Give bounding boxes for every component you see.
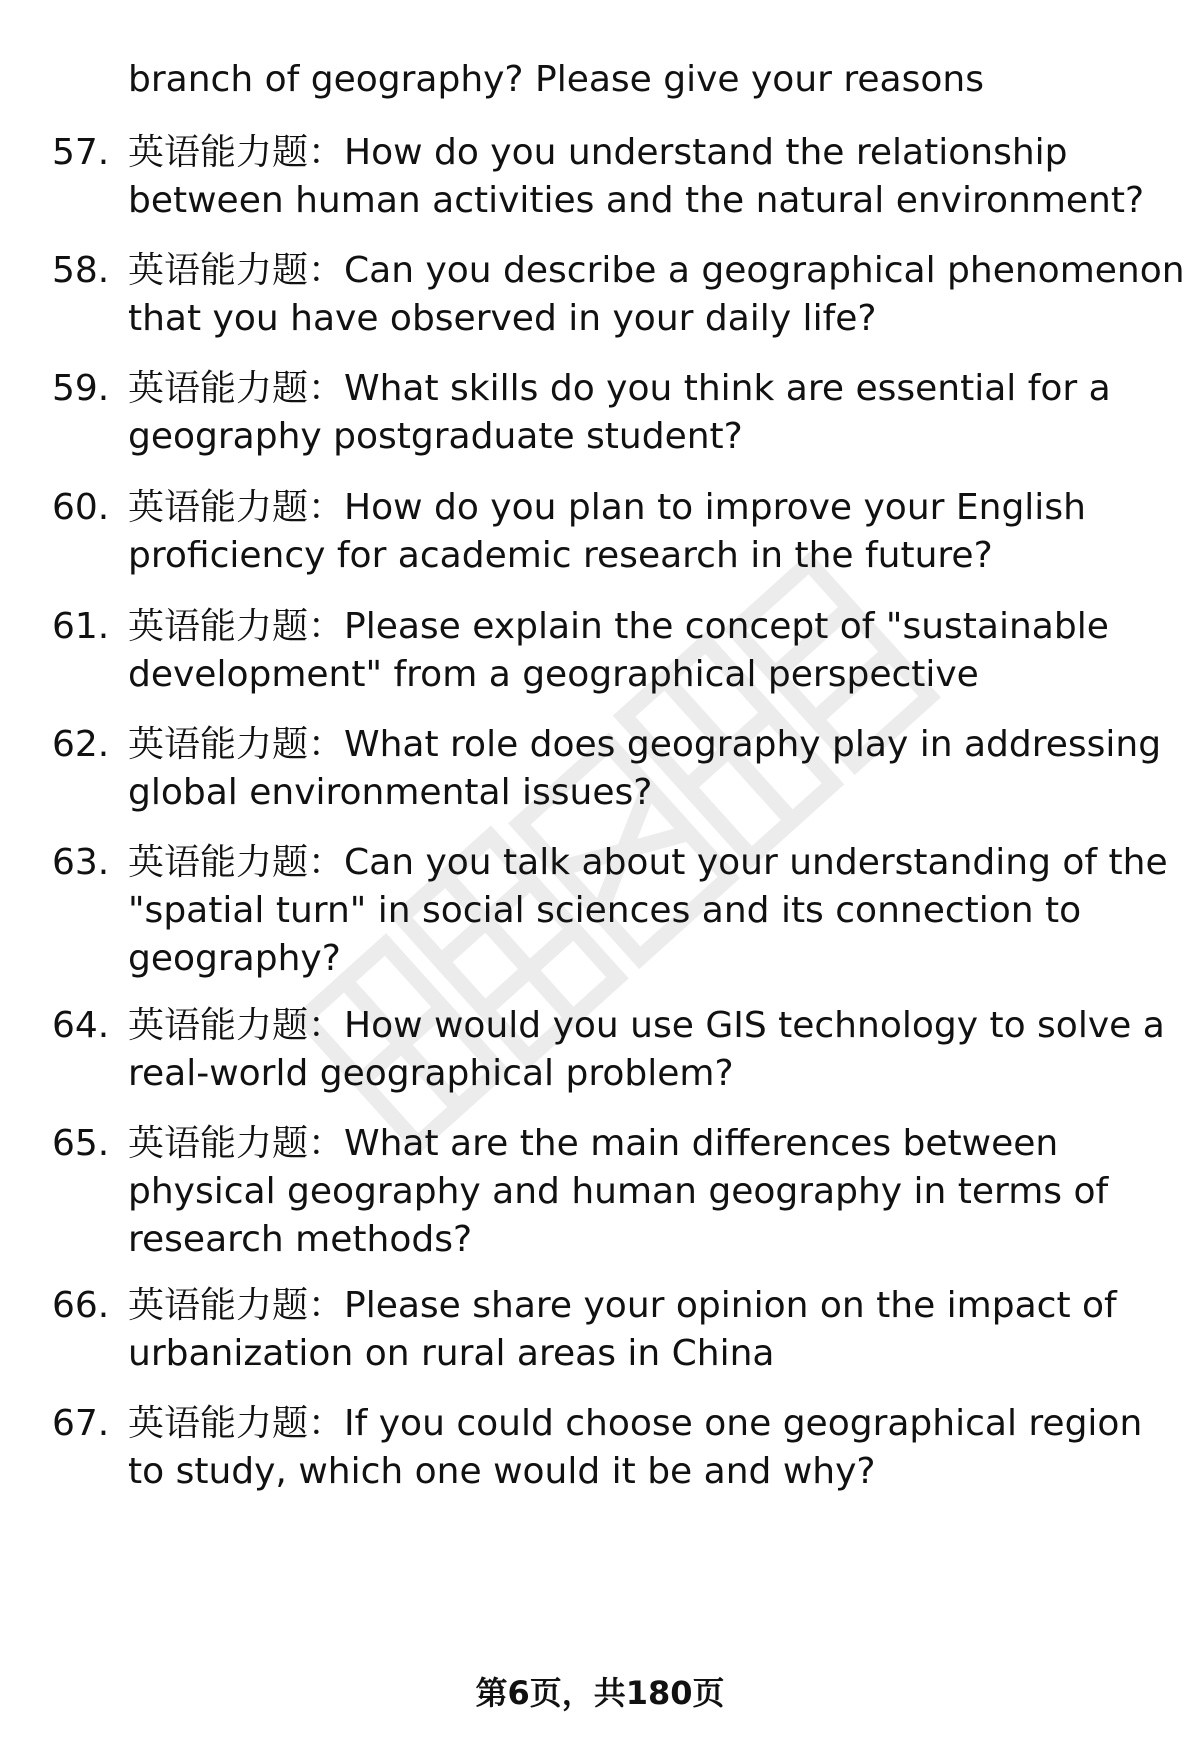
question-text <box>128 721 1173 817</box>
question-text <box>128 1400 1173 1496</box>
question-line: 英语能力题：Please share your opinion on the impact of <box>128 1285 1117 1326</box>
question-line: geography postgraduate student? <box>128 416 743 457</box>
question-text <box>128 839 1173 983</box>
question-text <box>128 365 1173 461</box>
question-line: global environmental issues? <box>128 772 653 813</box>
question-line: 英语能力题：What role does geography play in addressing <box>128 724 1162 765</box>
question-line: real-world geographical problem? <box>128 1053 734 1094</box>
question-number: 66. <box>52 1285 110 1326</box>
question-line: to study, which one would it be and why? <box>128 1451 876 1492</box>
question-number: 65. <box>52 1123 110 1164</box>
question-line: that you have observed in your daily life? <box>128 298 877 339</box>
question-line: between human activities and the natural environment? <box>128 180 1145 221</box>
question-line: 英语能力题：Can you describe a geographical phenomenon <box>128 250 1185 291</box>
continued-question-text: branch of geography? Please give your reasons <box>128 59 984 100</box>
question-number: 63. <box>52 842 110 883</box>
question-line: geography? <box>128 938 341 979</box>
question-text <box>128 484 1173 580</box>
question-number: 62. <box>52 724 110 765</box>
question-number: 58. <box>52 250 110 291</box>
question-number: 61. <box>52 606 110 647</box>
question-line: proficiency for academic research in the future? <box>128 535 993 576</box>
question-number: 59. <box>52 368 110 409</box>
question-line: 英语能力题：How do you understand the relationship <box>128 132 1068 173</box>
question-line: 英语能力题：How do you plan to improve your English <box>128 487 1086 528</box>
question-line: research methods? <box>128 1219 473 1260</box>
question-line: 英语能力题：What are the main differences between <box>128 1123 1059 1164</box>
question-number: 57. <box>52 132 110 173</box>
question-text <box>128 1282 1173 1378</box>
question-line: "spatial turn" in social sciences and its connection to <box>128 890 1082 931</box>
question-number: 64. <box>52 1005 110 1046</box>
question-text <box>128 603 1173 699</box>
question-line: urbanization on rural areas in China <box>128 1333 775 1374</box>
question-line: 英语能力题：Please explain the concept of "sustainable <box>128 606 1109 647</box>
question-line: 英语能力题：If you could choose one geographical region <box>128 1403 1143 1444</box>
question-line: physical geography and human geography in terms of <box>128 1171 1109 1212</box>
question-line: 英语能力题：Can you talk about your understanding of the <box>128 842 1168 883</box>
question-text <box>128 1120 1173 1264</box>
question-text <box>128 129 1173 225</box>
question-number: 67. <box>52 1403 110 1444</box>
page-footer: 第6页，共180页 <box>475 1674 725 1712</box>
question-text <box>128 247 1185 343</box>
question-number: 60. <box>52 487 110 528</box>
question-line: 英语能力题：How would you use GIS technology to solve a <box>128 1005 1165 1046</box>
question-text <box>128 1002 1173 1098</box>
question-line: 英语能力题：What skills do you think are essential for a <box>128 368 1111 409</box>
question-line: development" from a geographical perspective <box>128 654 979 695</box>
